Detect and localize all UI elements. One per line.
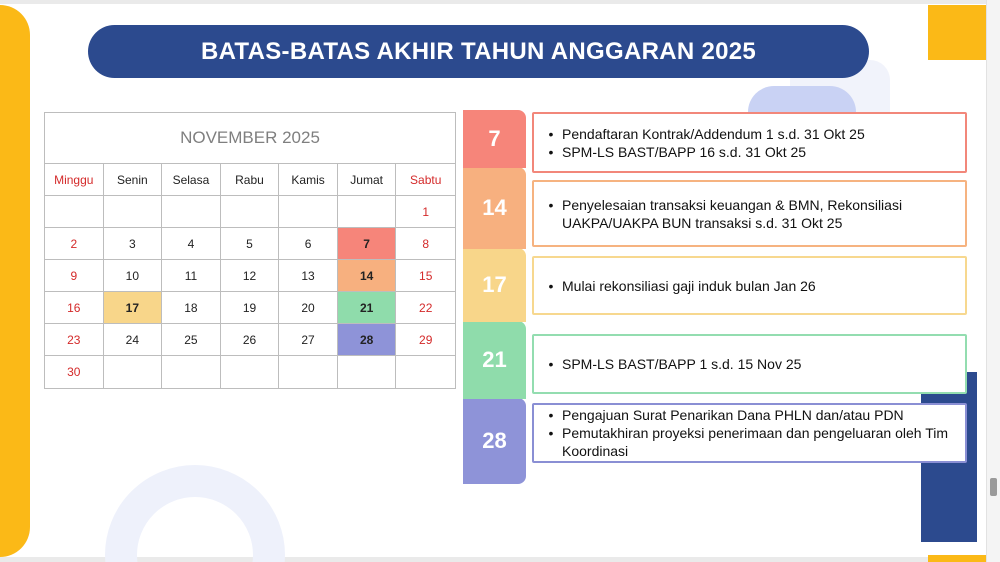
calendar-day: 24: [104, 324, 163, 356]
calendar-day: [338, 196, 397, 228]
calendar-day: 15: [396, 260, 455, 292]
calendar-day: 17: [104, 292, 163, 324]
timeline-description-box: [532, 180, 967, 247]
calendar-day: 16: [45, 292, 104, 324]
timeline-bullet-item: [540, 355, 957, 373]
timeline-description-box: [532, 334, 967, 394]
calendar-day: 14: [338, 260, 397, 292]
calendar-day: 3: [104, 228, 163, 260]
timeline-bullet-item: [540, 277, 957, 295]
timeline-bullet-item: [540, 125, 957, 143]
timeline-day-tab: 17: [463, 248, 526, 322]
calendar-day: 10: [104, 260, 163, 292]
bullet-icon: •: [548, 425, 554, 441]
timeline-bullet-item: [540, 196, 957, 232]
bottom-yellow-accent: [928, 555, 986, 562]
bullet-icon: •: [548, 196, 554, 213]
weekday-header: Minggu: [45, 164, 104, 196]
weekday-header: Selasa: [162, 164, 221, 196]
calendar-day: 22: [396, 292, 455, 324]
weekday-header: Senin: [104, 164, 163, 196]
calendar-day: [221, 196, 280, 228]
calendar: [44, 112, 456, 389]
calendar-day: 5: [221, 228, 280, 260]
calendar-day: [279, 356, 338, 388]
calendar-day: 13: [279, 260, 338, 292]
calendar-day: [221, 356, 280, 388]
weekday-header: Kamis: [279, 164, 338, 196]
weekday-header: Sabtu: [396, 164, 455, 196]
calendar-month-title: NOVEMBER 2025: [45, 113, 455, 164]
timeline-bullet-item: [540, 424, 957, 460]
timeline-description-box: [532, 256, 967, 315]
timeline-bullet-item: [540, 406, 957, 424]
calendar-day: [162, 196, 221, 228]
slide-title: BATAS-BATAS AKHIR TAHUN ANGGARAN 2025: [88, 25, 869, 78]
scrollbar-thumb[interactable]: [990, 478, 997, 496]
timeline-bullet-item: [540, 143, 957, 161]
left-yellow-accent: [0, 5, 30, 557]
calendar-day: [104, 196, 163, 228]
top-right-yellow-accent: [928, 5, 986, 60]
timeline-description-box: [532, 112, 967, 173]
timeline-day-tab: 28: [463, 398, 526, 484]
timeline-item-text: Pendaftaran Kontrak/Addendum 1 s.d. 31 Okt 25: [562, 125, 865, 142]
calendar-day: 26: [221, 324, 280, 356]
calendar-day: 23: [45, 324, 104, 356]
calendar-day: 21: [338, 292, 397, 324]
calendar-day: 28: [338, 324, 397, 356]
calendar-day: 29: [396, 324, 455, 356]
calendar-day: 4: [162, 228, 221, 260]
calendar-day: 25: [162, 324, 221, 356]
bullet-icon: •: [548, 143, 554, 160]
timeline-description-box: [532, 403, 967, 463]
calendar-day: 11: [162, 260, 221, 292]
timeline-day-tab: 7: [463, 110, 526, 168]
calendar-day: 9: [45, 260, 104, 292]
bullet-icon: •: [548, 407, 554, 423]
timeline-item-text: SPM-LS BAST/BAPP 16 s.d. 31 Okt 25: [562, 143, 807, 160]
window-top-edge: [0, 0, 986, 4]
timeline-item-text: Pengajuan Surat Penarikan Dana PHLN dan/atau PDN: [562, 407, 904, 423]
decorative-ring: [105, 465, 285, 562]
timeline-item-text: Pemutakhiran proyeksi penerimaan dan pengeluaran oleh Tim Koordinasi: [562, 425, 949, 459]
weekday-header: Rabu: [221, 164, 280, 196]
timeline-item-text: SPM-LS BAST/BAPP 1 s.d. 15 Nov 25: [562, 356, 802, 372]
calendar-day: 30: [45, 356, 104, 388]
bullet-icon: •: [548, 356, 554, 372]
timeline-day-tab: 14: [463, 167, 526, 249]
calendar-day: [45, 196, 104, 228]
calendar-day: 2: [45, 228, 104, 260]
timeline-item-text: Penyelesaian transaksi keuangan & BMN, Rekonsiliasi UAKPA/UAKPA BUN transaksi s.d. 31 Okt 25: [562, 196, 903, 231]
calendar-day: [162, 356, 221, 388]
calendar-day: 27: [279, 324, 338, 356]
calendar-day: 7: [338, 228, 397, 260]
calendar-day: [279, 196, 338, 228]
calendar-grid: [45, 164, 455, 388]
weekday-header: Jumat: [338, 164, 397, 196]
calendar-day: 12: [221, 260, 280, 292]
vertical-scrollbar[interactable]: [986, 0, 1000, 562]
calendar-day: 18: [162, 292, 221, 324]
bullet-icon: •: [548, 277, 554, 294]
calendar-day: 8: [396, 228, 455, 260]
calendar-day: 19: [221, 292, 280, 324]
calendar-day: 6: [279, 228, 338, 260]
timeline-day-tab: 21: [463, 321, 526, 399]
timeline-item-text: Mulai rekonsiliasi gaji induk bulan Jan 26: [562, 277, 816, 294]
bullet-icon: •: [548, 125, 554, 142]
calendar-day: 1: [396, 196, 455, 228]
calendar-day: [104, 356, 163, 388]
calendar-day: [338, 356, 397, 388]
calendar-day: [396, 356, 455, 388]
calendar-day: 20: [279, 292, 338, 324]
